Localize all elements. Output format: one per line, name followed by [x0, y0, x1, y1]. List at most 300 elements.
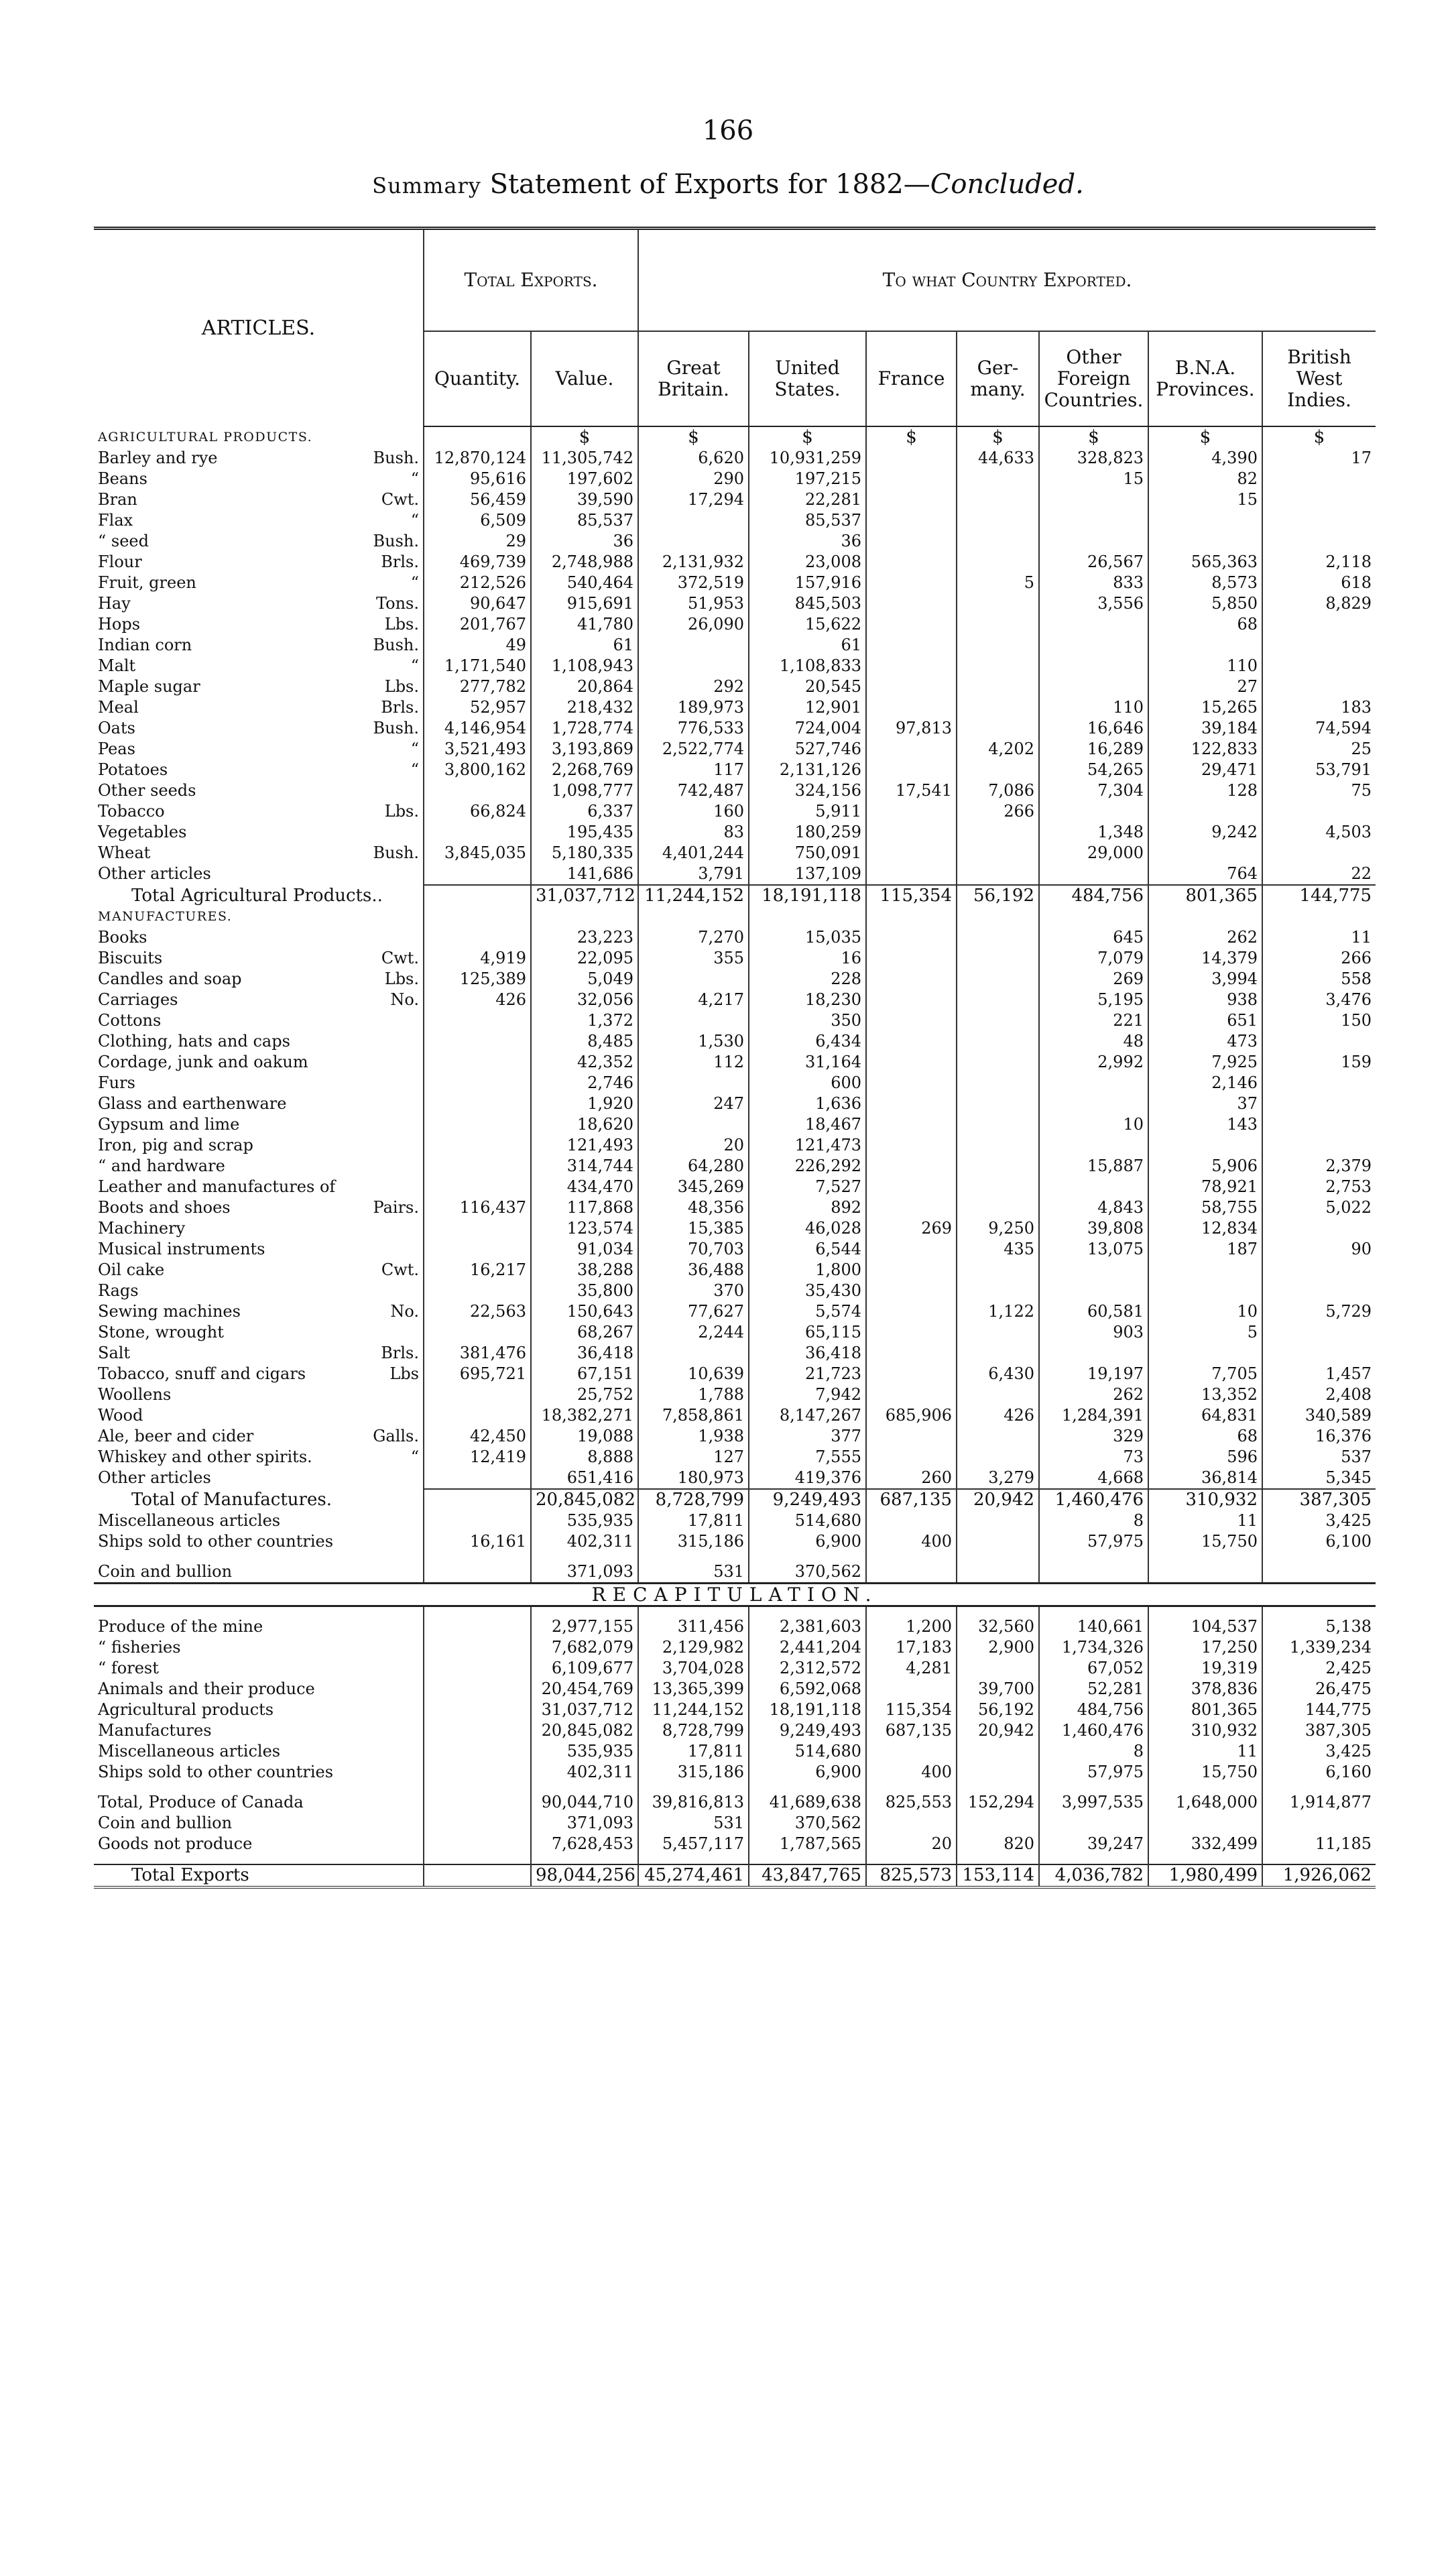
value-cell-bwi: 159: [1262, 1052, 1376, 1073]
value-cell-bwi: 1,339,234: [1262, 1637, 1376, 1658]
article-name: Tobacco: [98, 802, 165, 821]
value-cell-q: 16,161: [424, 1531, 531, 1552]
value-cell-v: 36: [531, 531, 638, 552]
value-cell-bna: 378,836: [1148, 1679, 1262, 1700]
article-cell: [94, 864, 423, 884]
value-cell-q: [424, 822, 531, 843]
value-cell-gb: 180,973: [638, 1468, 749, 1489]
article-unit: Lbs.: [384, 677, 419, 696]
value-cell-bwi: 183: [1262, 697, 1376, 718]
value-cell-of: [1039, 1813, 1148, 1834]
value-cell-gb: 51,953: [638, 593, 749, 614]
value-cell-us: 18,230: [749, 990, 866, 1010]
article-name: Boots and shoes: [98, 1198, 231, 1217]
value-cell-v: 150,643: [531, 1301, 638, 1322]
value-cell-bwi: [1262, 1073, 1376, 1093]
value-cell-fr: [866, 1114, 957, 1135]
article-cell: Manufactures: [98, 1721, 212, 1740]
other-foreign-header: Other Foreign Countries.: [1039, 331, 1148, 426]
value-cell-bna: 801,365: [1148, 1700, 1262, 1720]
value-cell-us: 121,473: [749, 1135, 866, 1156]
article-unit: Lbs.: [384, 969, 419, 988]
value-cell-bna: 39,184: [1148, 718, 1262, 739]
value-cell-de: [957, 1260, 1039, 1281]
value-cell-de: [957, 1426, 1039, 1447]
article-unit: “: [410, 573, 419, 592]
article-unit: Lbs.: [384, 802, 419, 821]
article-cell: [94, 1093, 423, 1114]
spacer-row: [94, 1854, 1376, 1864]
article-cell: Agricultural products: [98, 1700, 274, 1719]
table-row: [94, 1031, 1376, 1052]
value-cell-de: [957, 1052, 1039, 1073]
value-cell-fr: [866, 1239, 957, 1260]
value-cell-gb: 531: [638, 1813, 749, 1834]
value-cell-gb: 117: [638, 760, 749, 780]
value-cell-v: 7,628,453: [531, 1834, 638, 1854]
value-cell-fr: 1,200: [866, 1616, 957, 1637]
article-unit: No.: [390, 1302, 419, 1321]
quantity-header: Quantity.: [424, 331, 531, 426]
article-cell: [94, 1343, 423, 1364]
value-cell-bna: 473: [1148, 1031, 1262, 1052]
dollar-sign: $: [531, 426, 638, 448]
france-header: France: [866, 331, 957, 426]
table-row: [94, 656, 1376, 676]
value-cell-de: [957, 843, 1039, 864]
value-cell-bwi: 144,775: [1262, 885, 1376, 906]
value-cell-of: [1039, 1260, 1148, 1281]
recapitulation-heading: [94, 1584, 1376, 1606]
value-cell-v: 371,093: [531, 1561, 638, 1584]
article-unit: Bush.: [373, 719, 419, 737]
value-cell-fr: [866, 656, 957, 676]
value-cell-gb: 6,620: [638, 448, 749, 469]
value-cell-gb: 345,269: [638, 1177, 749, 1197]
value-cell-de: 1,122: [957, 1301, 1039, 1322]
value-cell-fr: [866, 448, 957, 469]
article-name: Leather and manufactures of: [98, 1177, 336, 1196]
value-cell-of: 484,756: [1039, 1700, 1148, 1720]
value-cell-q: 90,647: [424, 593, 531, 614]
article-unit: Bush.: [373, 449, 419, 467]
value-cell-bwi: 90: [1262, 1239, 1376, 1260]
value-cell-us: 892: [749, 1197, 866, 1218]
article-cell: [94, 1426, 423, 1447]
value-cell-q: 42,450: [424, 1426, 531, 1447]
value-cell-de: [957, 948, 1039, 969]
article-cell: Total, Produce of Canada: [98, 1793, 304, 1811]
title-italic: Concluded.: [930, 169, 1084, 200]
value-cell-us: 85,537: [749, 510, 866, 531]
article-cell: Coin and bullion: [98, 1813, 233, 1832]
value-cell-gb: 189,973: [638, 697, 749, 718]
value-cell-fr: 685,906: [866, 1405, 957, 1426]
article-cell: [94, 676, 423, 697]
value-cell-q: [424, 1239, 531, 1260]
value-cell-gb: 1,530: [638, 1031, 749, 1052]
value-cell-bna: 7,705: [1148, 1364, 1262, 1384]
title-main: Statement of Exports for 1882—: [489, 169, 930, 200]
value-cell-bna: 5: [1148, 1322, 1262, 1343]
value-cell-of: 48: [1039, 1031, 1148, 1052]
value-cell-us: 65,115: [749, 1322, 866, 1343]
value-cell-bna: 27: [1148, 676, 1262, 697]
value-cell-q: [424, 1616, 531, 1637]
value-cell-gb: 11,244,152: [638, 1700, 749, 1720]
article-name: Flour: [98, 552, 142, 571]
value-cell-of: 29,000: [1039, 843, 1148, 864]
value-cell-q: [424, 1218, 531, 1239]
value-cell-of: 13,075: [1039, 1239, 1148, 1260]
value-cell-bwi: [1262, 1093, 1376, 1114]
article-cell: [94, 1239, 423, 1260]
recapitulation-title: RECAPITULATION.: [94, 1584, 1376, 1606]
value-cell-gb: 45,274,461: [638, 1864, 749, 1887]
table-row: [94, 739, 1376, 760]
value-cell-v: 434,470: [531, 1177, 638, 1197]
article-cell: Goods not produce: [98, 1834, 253, 1853]
table-row: [94, 1093, 1376, 1114]
value-cell-gb: 70,703: [638, 1239, 749, 1260]
value-cell-q: 52,957: [424, 697, 531, 718]
value-cell-of: 67,052: [1039, 1658, 1148, 1679]
value-cell-bna: [1148, 510, 1262, 531]
value-cell-fr: [866, 1031, 957, 1052]
value-cell-gb: 315,186: [638, 1531, 749, 1552]
value-cell-v: 6,109,677: [531, 1658, 638, 1679]
value-cell-bwi: 17: [1262, 448, 1376, 469]
value-cell-bwi: [1262, 489, 1376, 510]
value-cell-de: 820: [957, 1834, 1039, 1854]
value-cell-v: 197,602: [531, 469, 638, 489]
value-cell-q: 95,616: [424, 469, 531, 489]
value-cell-fr: [866, 1260, 957, 1281]
value-cell-fr: [866, 1741, 957, 1762]
value-cell-q: 3,845,035: [424, 843, 531, 864]
dollar-sign: $: [749, 426, 866, 448]
value-cell-bna: [1148, 1813, 1262, 1834]
value-cell-bna: 5,906: [1148, 1156, 1262, 1177]
value-cell-us: 180,259: [749, 822, 866, 843]
value-cell-bna: [1148, 843, 1262, 864]
value-cell-bwi: 2,753: [1262, 1177, 1376, 1197]
value-cell-v: 11,305,742: [531, 448, 638, 469]
dollar-sign: $: [957, 426, 1039, 448]
value-cell-gb: 160: [638, 801, 749, 822]
table-row: [94, 1864, 1376, 1887]
value-cell-bna: 11: [1148, 1510, 1262, 1531]
value-cell-q: [424, 1834, 531, 1854]
value-cell-gb: [638, 656, 749, 676]
value-cell-fr: [866, 1322, 957, 1343]
article-unit: Brls.: [381, 698, 419, 717]
value-cell-q: 3,521,493: [424, 739, 531, 760]
value-cell-bwi: [1262, 510, 1376, 531]
value-cell-v: 651,416: [531, 1468, 638, 1489]
value-cell-v: 20,454,769: [531, 1679, 638, 1700]
value-cell-fr: [866, 1301, 957, 1322]
value-cell-v: 98,044,256: [531, 1864, 638, 1887]
value-cell-gb: 315,186: [638, 1762, 749, 1783]
value-cell-bna: 764: [1148, 864, 1262, 885]
value-cell-gb: 17,294: [638, 489, 749, 510]
value-cell-fr: 115,354: [866, 1700, 957, 1720]
value-cell-q: [424, 1561, 531, 1584]
value-cell-gb: 8,728,799: [638, 1720, 749, 1741]
value-cell-de: [957, 1741, 1039, 1762]
value-cell-of: 39,247: [1039, 1834, 1148, 1854]
value-cell-de: 9,250: [957, 1218, 1039, 1239]
value-cell-v: 35,800: [531, 1281, 638, 1301]
value-cell-bna: 14,379: [1148, 948, 1262, 969]
article-unit: Tons.: [376, 594, 419, 613]
table-row: [94, 1792, 1376, 1813]
table-row: [94, 573, 1376, 593]
value-cell-v: 67,151: [531, 1364, 638, 1384]
article-cell: [94, 760, 423, 780]
value-cell-fr: [866, 573, 957, 593]
value-cell-bwi: 1,926,062: [1262, 1864, 1376, 1887]
value-cell-q: [424, 1405, 531, 1426]
value-cell-of: 329: [1039, 1426, 1148, 1447]
value-cell-of: 2,992: [1039, 1052, 1148, 1073]
value-cell-gb: 3,791: [638, 864, 749, 885]
value-cell-us: 8,147,267: [749, 1405, 866, 1426]
value-cell-bwi: [1262, 1031, 1376, 1052]
value-cell-de: 4,202: [957, 739, 1039, 760]
value-cell-v: 90,044,710: [531, 1792, 638, 1813]
value-cell-q: [424, 1031, 531, 1052]
value-cell-gb: 36,488: [638, 1260, 749, 1281]
article-name: Peas: [98, 739, 135, 758]
value-cell-v: 31,037,712: [531, 1700, 638, 1720]
table-row: [94, 1700, 1376, 1720]
value-cell-bna: 187: [1148, 1239, 1262, 1260]
value-cell-of: [1039, 1343, 1148, 1364]
value-cell-fr: 687,135: [866, 1720, 957, 1741]
value-cell-q: [424, 1762, 531, 1783]
value-cell-bna: [1148, 1281, 1262, 1301]
value-cell-gb: 26,090: [638, 614, 749, 635]
value-cell-q: 4,919: [424, 948, 531, 969]
table-row: [94, 927, 1376, 948]
value-cell-of: 60,581: [1039, 1301, 1148, 1322]
value-cell-bna: 36,814: [1148, 1468, 1262, 1489]
value-cell-bna: [1148, 635, 1262, 656]
value-cell-de: 153,114: [957, 1864, 1039, 1887]
article-unit: Brls.: [381, 552, 419, 571]
article-name: Candles and soap: [98, 969, 242, 988]
value-cell-q: [424, 1741, 531, 1762]
value-cell-de: [957, 1093, 1039, 1114]
value-cell-fr: 269: [866, 1218, 957, 1239]
value-cell-bwi: 74,594: [1262, 718, 1376, 739]
value-cell-v: 31,037,712: [531, 885, 638, 906]
value-cell-us: 46,028: [749, 1218, 866, 1239]
value-cell-de: [957, 760, 1039, 780]
value-cell-us: 10,931,259: [749, 448, 866, 469]
value-cell-of: [1039, 489, 1148, 510]
value-cell-q: 125,389: [424, 969, 531, 990]
value-cell-gb: 1,788: [638, 1384, 749, 1405]
value-cell-us: 7,942: [749, 1384, 866, 1405]
value-cell-fr: [866, 1281, 957, 1301]
value-cell-us: 527,746: [749, 739, 866, 760]
value-cell-bwi: [1262, 1561, 1376, 1584]
value-cell-of: 52,281: [1039, 1679, 1148, 1700]
article-name: Carriages: [98, 990, 178, 1009]
value-cell-q: [424, 1468, 531, 1489]
article-unit: Cwt.: [381, 1260, 419, 1279]
value-cell-of: 1,734,326: [1039, 1637, 1148, 1658]
value-cell-bwi: [1262, 676, 1376, 697]
value-cell-of: 5,195: [1039, 990, 1148, 1010]
article-name: Other seeds: [98, 781, 196, 800]
value-cell-de: [957, 635, 1039, 656]
value-cell-v: 3,193,869: [531, 739, 638, 760]
value-cell-v: 402,311: [531, 1762, 638, 1783]
table-row: [94, 489, 1376, 510]
value-cell-q: 116,437: [424, 1197, 531, 1218]
value-cell-us: 6,592,068: [749, 1679, 866, 1700]
article-cell: [94, 990, 423, 1010]
page-number: 166: [702, 115, 754, 146]
value-cell-gb: 2,131,932: [638, 552, 749, 573]
value-cell-v: 7,682,079: [531, 1637, 638, 1658]
table-row: [94, 1489, 1376, 1510]
value-cell-q: [424, 1322, 531, 1343]
table-row: [94, 1322, 1376, 1343]
value-cell-fr: [866, 1093, 957, 1114]
value-cell-gb: [638, 1073, 749, 1093]
value-cell-gb: 64,280: [638, 1156, 749, 1177]
value-cell-q: [424, 1813, 531, 1834]
value-cell-q: 212,526: [424, 573, 531, 593]
value-cell-bna: 19,319: [1148, 1658, 1262, 1679]
value-cell-gb: 311,456: [638, 1616, 749, 1637]
section-header-manufactures: [94, 906, 1376, 927]
value-cell-of: 1,284,391: [1039, 1405, 1148, 1426]
value-cell-of: 1,348: [1039, 822, 1148, 843]
value-cell-us: 226,292: [749, 1156, 866, 1177]
value-cell-bna: 58,755: [1148, 1197, 1262, 1218]
value-cell-gb: 3,704,028: [638, 1658, 749, 1679]
value-cell-v: 18,620: [531, 1114, 638, 1135]
value-cell-bwi: 8,829: [1262, 593, 1376, 614]
value-cell-gb: 531: [638, 1561, 749, 1584]
value-cell-de: 56,192: [957, 1700, 1039, 1720]
value-cell-bwi: 5,729: [1262, 1301, 1376, 1322]
article-name: Furs: [98, 1073, 135, 1092]
article-cell: “ fisheries: [98, 1638, 181, 1657]
value-cell-us: 20,545: [749, 676, 866, 697]
value-cell-of: 4,668: [1039, 1468, 1148, 1489]
value-cell-fr: [866, 676, 957, 697]
value-cell-of: 4,843: [1039, 1197, 1148, 1218]
value-cell-us: 7,555: [749, 1447, 866, 1468]
value-cell-bna: 15,265: [1148, 697, 1262, 718]
value-cell-de: [957, 531, 1039, 552]
value-cell-de: 426: [957, 1405, 1039, 1426]
article-cell: Ships sold to other countries: [98, 1763, 334, 1781]
value-cell-fr: [866, 1052, 957, 1073]
value-cell-v: 22,095: [531, 948, 638, 969]
value-cell-bwi: 26,475: [1262, 1679, 1376, 1700]
value-cell-bna: 938: [1148, 990, 1262, 1010]
article-unit: Bush.: [373, 843, 419, 862]
bna-header: B.N.A. Provinces.: [1148, 331, 1262, 426]
article-cell: [94, 1197, 423, 1218]
article-name: Vegetables: [98, 823, 187, 841]
article-cell: [94, 1301, 423, 1322]
value-cell-bna: 596: [1148, 1447, 1262, 1468]
value-cell-us: 1,108,833: [749, 656, 866, 676]
value-cell-gb: 776,533: [638, 718, 749, 739]
value-cell-de: [957, 990, 1039, 1010]
value-cell-de: 56,192: [957, 885, 1039, 906]
table-row: [94, 552, 1376, 573]
table-row: [94, 1177, 1376, 1197]
value-cell-bna: 7,925: [1148, 1052, 1262, 1073]
value-cell-bwi: 3,476: [1262, 990, 1376, 1010]
value-cell-v: 8,485: [531, 1031, 638, 1052]
article-name: Indian corn: [98, 636, 192, 654]
table-row: [94, 1052, 1376, 1073]
value-cell-gb: 290: [638, 469, 749, 489]
value-cell-de: 7,086: [957, 780, 1039, 801]
table-row: [94, 760, 1376, 780]
value-cell-of: 110: [1039, 697, 1148, 718]
table-row: [94, 718, 1376, 739]
value-cell-v: 18,382,271: [531, 1405, 638, 1426]
value-cell-gb: 2,522,774: [638, 739, 749, 760]
value-cell-q: [424, 1792, 531, 1813]
value-cell-de: [957, 593, 1039, 614]
value-cell-us: 370,562: [749, 1813, 866, 1834]
value-cell-gb: 2,129,982: [638, 1637, 749, 1658]
value-cell-fr: [866, 489, 957, 510]
value-cell-of: 57,975: [1039, 1531, 1148, 1552]
value-cell-v: 36,418: [531, 1343, 638, 1364]
value-cell-gb: 7,270: [638, 927, 749, 948]
value-cell-de: [957, 822, 1039, 843]
value-cell-of: 262: [1039, 1384, 1148, 1405]
value-cell-v: 218,432: [531, 697, 638, 718]
value-cell-us: 9,249,493: [749, 1720, 866, 1741]
value-cell-fr: 825,573: [866, 1864, 957, 1887]
value-cell-gb: 355: [638, 948, 749, 969]
value-cell-de: [957, 469, 1039, 489]
article-name: Barley and rye: [98, 449, 218, 467]
article-name: Gypsum and lime: [98, 1115, 240, 1134]
value-cell-bwi: [1262, 1813, 1376, 1834]
table-row: [94, 1010, 1376, 1031]
value-cell-gb: 13,365,399: [638, 1679, 749, 1700]
value-cell-q: 56,459: [424, 489, 531, 510]
value-cell-of: [1039, 1135, 1148, 1156]
article-name: Books: [98, 928, 147, 947]
dollar-sign: $: [1262, 426, 1376, 448]
value-cell-of: 140,661: [1039, 1616, 1148, 1637]
value-cell-de: [957, 510, 1039, 531]
value-cell-de: [957, 1813, 1039, 1834]
value-cell-de: [957, 1531, 1039, 1552]
value-cell-gb: 2,244: [638, 1322, 749, 1343]
article-cell: [94, 1281, 423, 1301]
value-cell-q: 381,476: [424, 1343, 531, 1364]
article-unit: Pairs.: [373, 1198, 419, 1217]
